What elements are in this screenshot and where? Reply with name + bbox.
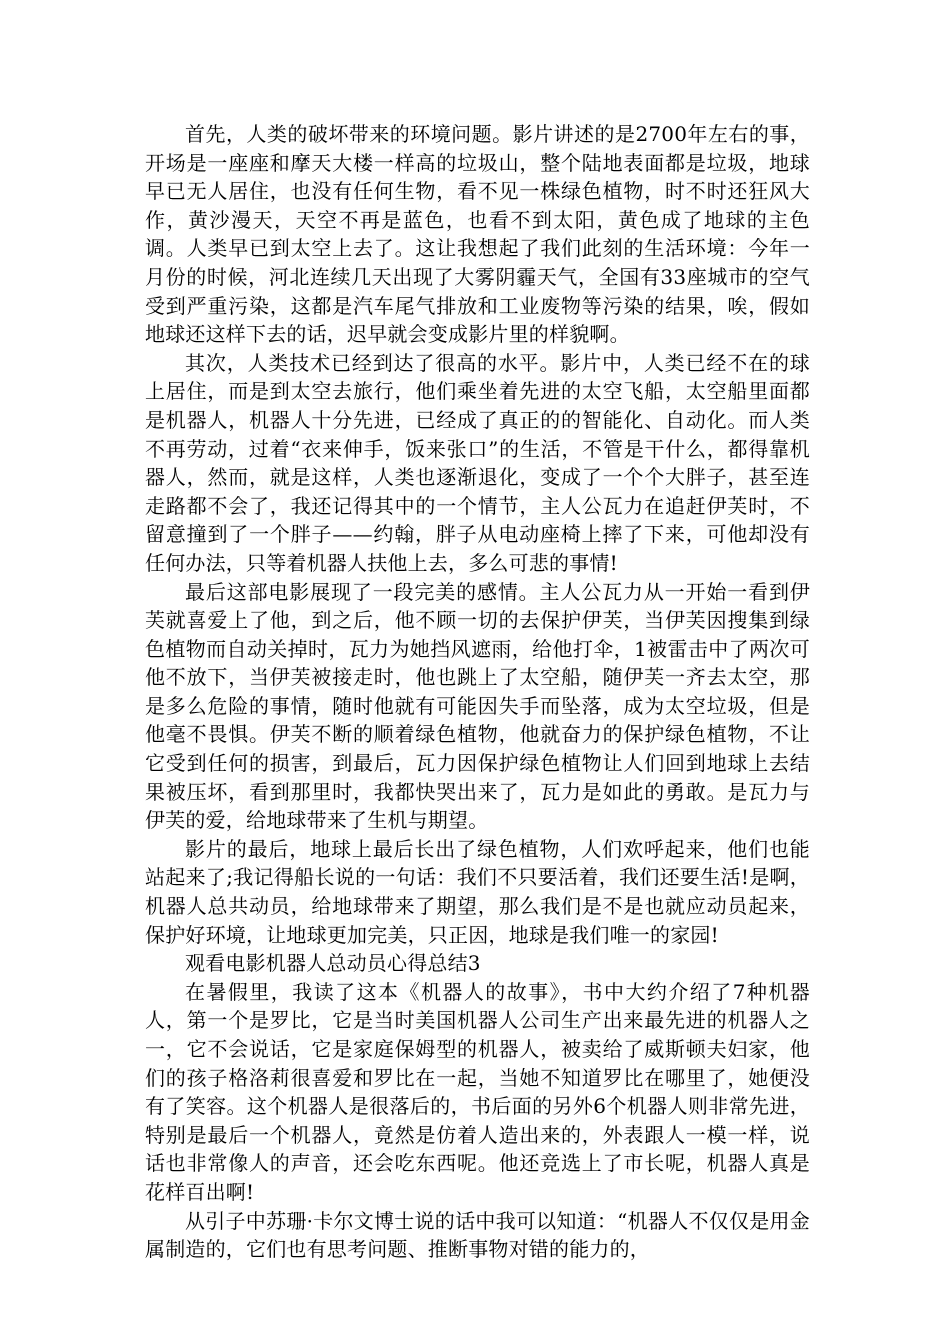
paragraph-susan-calvin: 从引子中苏珊·卡尔文博士说的话中我可以知道：“机器人不仅仅是用金属制造的，它们也有思考问题、推断事物对错的能力的，	[145, 1208, 810, 1262]
paragraph-environment: 首先，人类的破坏带来的环境问题。影片讲述的是2700年左右的事，开场是一座座和摩天大楼一样高的垃圾山，整个陆地表面都是垃圾，地球早已无人居住，也没有任何生物，看不见一株绿色植物，时不时还狂风大作，黄沙漫天，天空不再是蓝色，也看不到太阳，黄色成了地球的主色调。人类早已到太空上去了。这让我想起了我们此刻的生活环境：今年一月份的时候，河北连续几天出现了大雾阴霾天气，全国有33座城市的空气受到严重污染，这都是汽车尾气排放和工业废物等污染的结果，唉，假如地球还这样下去的话，迟早就会变成影片里的样貌啊。	[145, 122, 810, 347]
paragraph-love: 最后这部电影展现了一段完美的感情。主人公瓦力从一开始一看到伊芙就喜爱上了他，到之后，他不顾一切的去保护伊芙，当伊芙因搜集到绿色植物而自动关掉时，瓦力为她挡风遮雨，给他打伞，1被雷击中了两次可他不放下，当伊芙被接走时，他也跳上了太空船，随伊芙一齐去太空，那是多么危险的事情，随时他就有可能因失手而坠落，成为太空垃圾，但是他毫不畏惧。伊芙不断的顺着绿色植物，他就奋力的保护绿色植物，不让它受到任何的损害，到最后，瓦力因保护绿色植物让人们回到地球上去结果被压坏，看到那里时，我都快哭出来了，瓦力是如此的勇敢。是瓦力与伊芙的爱，给地球带来了生机与期望。	[145, 579, 810, 833]
section-title: 观看电影机器人总动员心得总结3	[185, 951, 481, 976]
document-page	[145, 120, 810, 1264]
paragraph-technology: 其次，人类技术已经到达了很高的水平。影片中，人类已经不在的球上居住，而是到太空去旅行，他们乘坐着先进的太空飞船，太空船里面都是机器人，机器人十分先进，已经成了真正的的智能化、自动化。而人类不再劳动，过着“衣来伸手，饭来张口”的生活，不管是干什么，都得靠机器人，然而，就是这样，人类也逐渐退化，变成了一个个大胖子，甚至连走路都不会了，我还记得其中的一个情节，主人公瓦力在追赶伊芙时，不留意撞到了一个胖子——约翰，胖子从电动座椅上摔了下来，可他却没有任何办法，只等着机器人扶他上去，多么可悲的事情!	[145, 350, 810, 575]
paragraph-robot-story: 在暑假里，我读了这本《机器人的故事》，书中大约介绍了7种机器人，第一个是罗比，它是当时美国机器人公司生产出来最先进的机器人之一，它不会说话，它是家庭保姆型的机器人，被卖给了威斯顿夫妇家，他们的孩子格洛莉很喜爱和罗比在一起，当她不知道罗比在哪里了，她便没有了笑容。这个机器人是很落后的，书后面的另外6个机器人则非常先进，特别是最后一个机器人，竟然是仿着人造出来的，外表跟人一模一样，说话也非常像人的声音，还会吃东西呢。他还竞选上了市长呢，机器人真是花样百出啊!	[145, 979, 810, 1204]
paragraph-ending: 影片的最后，地球上最后长出了绿色植物，人们欢呼起来，他们也能站起来了;我记得船长说的一句话：我们不只要活着，我们还要生活!是啊，机器人总共动员，给地球带来了期望，那么我们是不是也就应动员起来，保护好环境，让地球更加完美，只正因，地球是我们唯一的家园!	[145, 836, 810, 947]
